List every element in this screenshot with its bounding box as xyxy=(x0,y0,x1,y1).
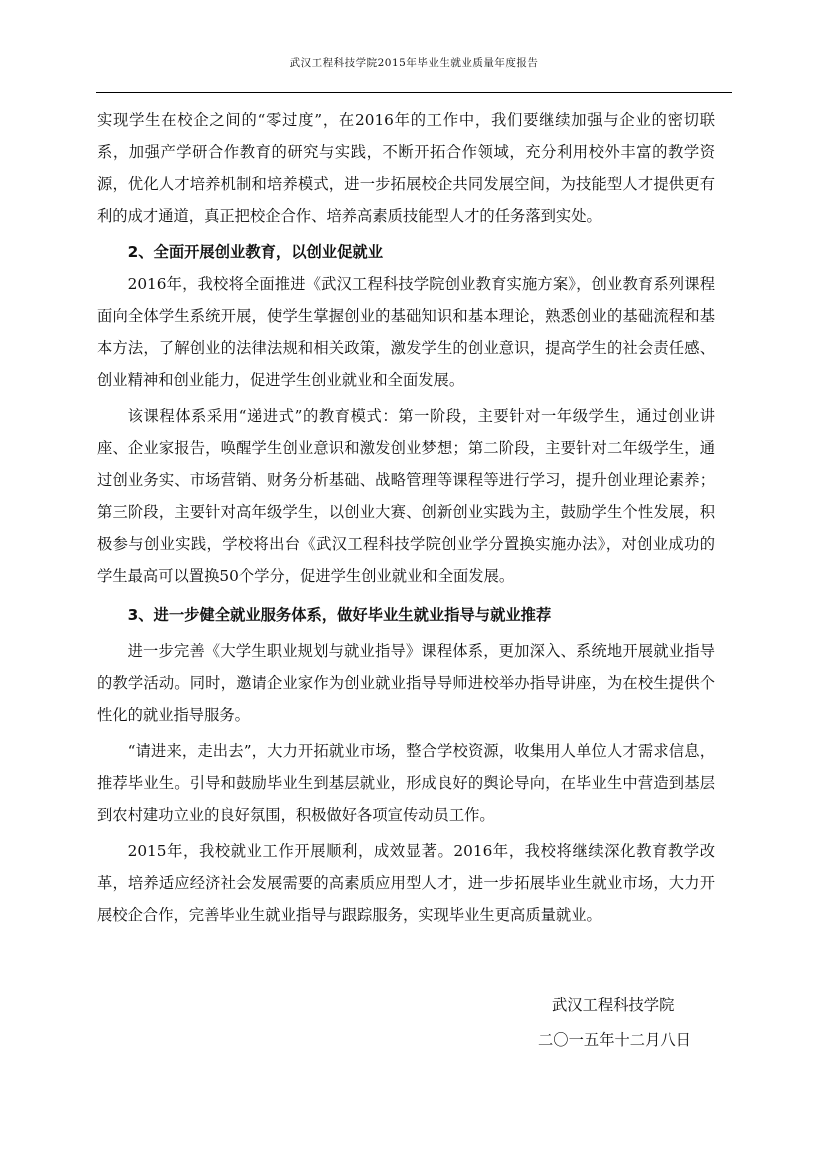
document-body xyxy=(97,104,715,931)
signature-date: 二〇一五年十二月八日 xyxy=(538,1031,691,1049)
paragraph-career-guidance: 进一步完善《大学生职业规划与就业指导》课程体系，更加深入、系统地开展就业指导的教学活动。同时，邀请企业家作为创业就业指导导师进校举办指导讲座，为在校生提供个性化的就业指导服务。 xyxy=(97,642,715,724)
section-heading-3: 3、进一步健全就业服务体系，做好毕业生就业指导与就业推荐 xyxy=(127,606,552,624)
paragraph-curriculum-stages: 该课程体系采用“递进式”的教育模式：第一阶段，主要针对一年级学生，通过创业讲座、企业家报告，唤醒学生创业意识和激发创业梦想；第二阶段，主要针对二年级学生，通过创业务实、市场营销、财务分析基础、战略管理等课程等进行学习，提升创业理论素养；第三阶段，主要针对高年级学生，以创业大赛、创新创业实践为主，鼓励学生个性发展，积极参与创业实践，学校将出台《武汉工程科技学院创业学分置换实施办法》，对创业成功的学生最高可以置换50个学分，促进学生创业就业和全面发展。 xyxy=(97,407,715,585)
section-heading-2: 2、全面开展创业教育，以创业促就业 xyxy=(127,243,383,261)
paragraph-summary: 2015年，我校就业工作开展顺利，成效显著。2016年，我校将继续深化教育教学改革，培养适应经济社会发展需要的高素质应用型人才，进一步拓展毕业生就业市场，大力开展校企合作，完善毕业生就业指导与跟踪服务，实现毕业生更高质量就业。 xyxy=(97,842,715,924)
paragraph-entrepreneurship-plan: 2016年，我校将全面推进《武汉工程科技学院创业教育实施方案》，创业教育系列课程面向全体学生系统开展，使学生掌握创业的基础知识和基本理论，熟悉创业的基础流程和基本方法，了解创业的法律法规和相关政策，激发学生的创业意识，提高学生的社会责任感、创业精神和创业能力，促进学生创业就业和全面发展。 xyxy=(97,275,715,389)
paragraph-job-market: “请进来，走出去”，大力开拓就业市场，整合学校资源，收集用人单位人才需求信息，推荐毕业生。引导和鼓励毕业生到基层就业，形成良好的舆论导向，在毕业生中营造到基层到农村建功立业的良好氛围，积极做好各项宣传动员工作。 xyxy=(97,742,715,824)
signature-organization: 武汉工程科技学院 xyxy=(552,996,675,1014)
running-header: 武汉工程科技学院2015年毕业生就业质量年度报告 xyxy=(289,57,539,69)
header-divider xyxy=(96,92,732,93)
intro-paragraph: 实现学生在校企之间的“零过度”，在2016年的工作中，我们要继续加强与企业的密切联系，加强产学研合作教育的研究与实践，不断开拓合作领域，充分利用校外丰富的教学资源，优化人才培养机制和培养模式，进一步拓展校企共同发展空间，为技能型人才提供更有利的成才通道，真正把校企合作、培养高素质技能型人才的任务落到实处。 xyxy=(97,111,715,225)
signature-block xyxy=(538,988,738,1058)
